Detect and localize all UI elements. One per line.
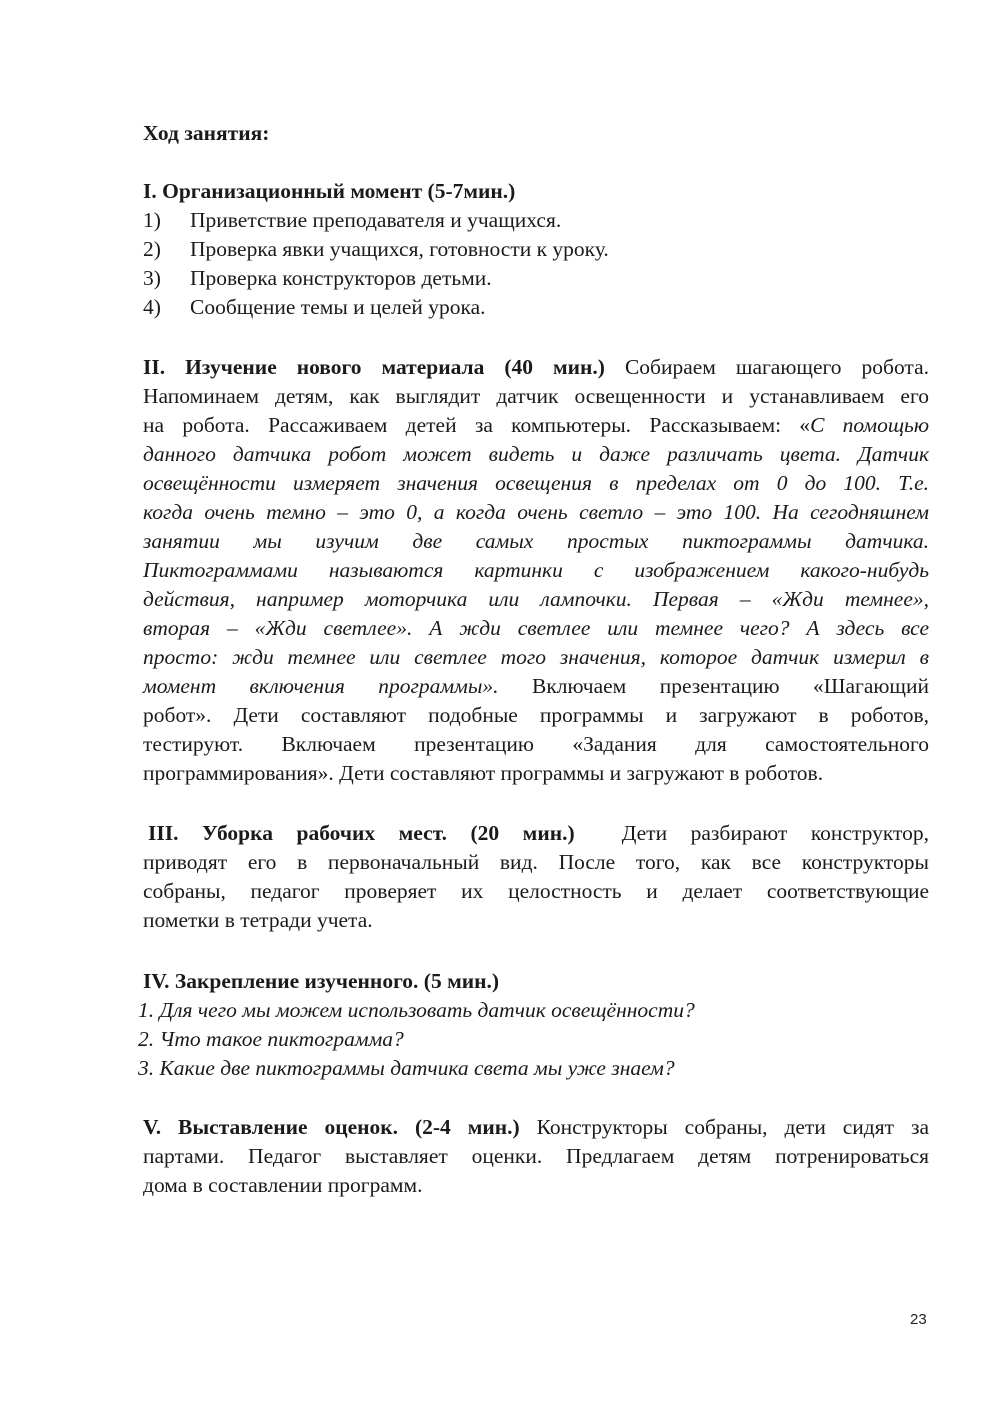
section-5-line: дома в составлении программ. [143,1173,423,1197]
section-5-line: партами. Педагог выставляет оценки. Предлагаем детям потренироваться [143,1144,929,1168]
section-3-line: пометки в тетради учета. [143,908,373,932]
page-number: 23 [910,1311,927,1328]
section-2-line: занятии мы изучим две самых простых пиктограммы датчика. [143,529,929,553]
section-2-line: вторая – «Жди светлее». А жди светлее или темнее чего? А здесь все [143,616,929,640]
section-2-line: робот». Дети составляют подобные программы и загружают в роботов, [143,703,929,727]
section-2-line: тестируют. Включаем презентацию «Задания для самостоятельного [143,732,929,756]
section-3-title: III. Уборка рабочих мест. (20 мин.) [148,821,575,845]
section-2-line: просто: жди темнее или светлее того значения, которое датчик измерил в [143,645,929,669]
section-2-line: данного датчика робот может видеть и даже различать цвета. Датчик [143,442,929,466]
section-2-line: программирования». Дети составляют программы и загружают в роботов. [143,761,824,785]
section-2-line: момент включения программы». Включаем презентацию «Шагающий [143,674,929,698]
list-item: 3) Проверка конструкторов детьми. [143,266,492,290]
list-item: 4) Сообщение темы и целей урока. [143,295,486,319]
section-2-line: когда очень темно – это 0, а когда очень светло – это 100. На сегодняшнем [143,500,929,524]
section-2-title: II. Изучение нового материала (40 мин.) [143,355,605,379]
section-2-line: на робота. Рассаживаем детей за компьютеры. Рассказываем: «С помощью [143,413,929,437]
section-2-line: освещённости измеряет значения освещения в пределах от 0 до 100. Т.е. [143,471,929,495]
section-2-line: действия, например моторчика или лампочки. Первая – «Жди темнее», [143,587,929,611]
section-3-line: собраны, педагог проверяет их целостность и делает соответствующие [143,879,929,903]
question-item: 2. Что такое пиктограмма? [138,1027,404,1051]
section-3-line: III. Уборка рабочих мест. (20 мин.) Дети разбирают конструктор, [148,821,930,845]
section-2-line: Пиктограммами называются картинки с изображением какого-нибудь [143,558,929,582]
section-2-line: II. Изучение нового материала (40 мин.) Собираем шагающего робота. [143,355,930,379]
section-3-line: приводят его в первоначальный вид. После того, как все конструкторы [143,850,929,874]
list-item: 2) Проверка явки учащихся, готовности к уроку. [143,237,609,261]
question-item: 1. Для чего мы можем использовать датчик освещённости? [138,998,695,1022]
section-1-title: I. Организационный момент (5-7мин.) [143,179,516,203]
list-item: 1) Приветствие преподавателя и учащихся. [143,208,562,232]
lesson-heading: Ход занятия: [143,121,270,145]
section-5-line: V. Выставление оценок. (2-4 мин.) Конструкторы собраны, дети сидят за [143,1115,929,1139]
section-5-title: V. Выставление оценок. (2-4 мин.) [143,1115,520,1139]
section-4-title: IV. Закрепление изученного. (5 мин.) [143,969,500,993]
question-item: 3. Какие две пиктограммы датчика света мы уже знаем? [138,1056,675,1080]
section-2-line: Напоминаем детям, как выглядит датчик освещенности и устанавливаем его [143,384,929,408]
